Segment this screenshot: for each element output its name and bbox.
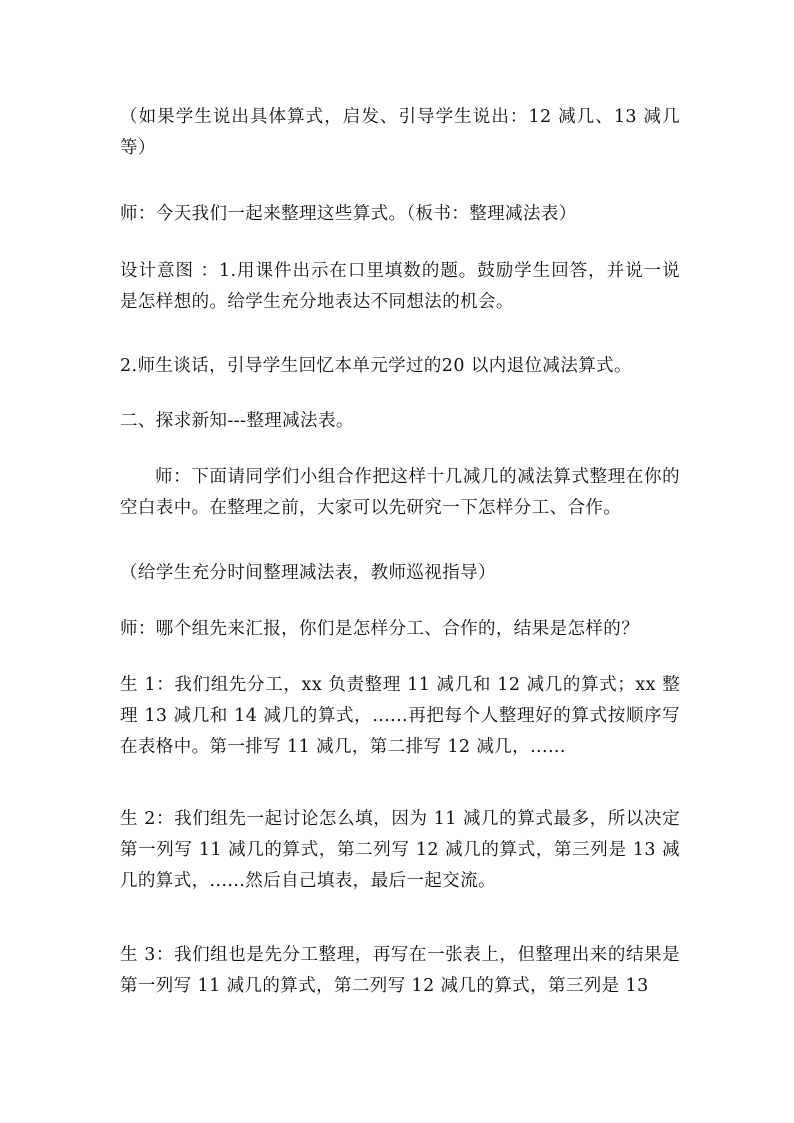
paragraph-student-2: 生 2：我们组先一起讨论怎么填，因为 11 减几的算式最多，所以决定第一列写 11 减几的算式，第二列写 12 减几的算式，第三列是 13 减几的算式，......然后自己填表，最后一起交流。	[120, 809, 680, 891]
paragraph-class-note: （给学生充分时间整理减法表，教师巡视指导）	[120, 563, 496, 583]
paragraph-design-intent-2: 2.师生谈话，引导学生回忆本单元学过的20 以内退位减法算式。	[120, 356, 632, 376]
section-heading: 二、探求新知---整理减法表。	[120, 411, 354, 431]
paragraph-teacher-intro: 师：今天我们一起来整理这些算式。（板书：整理减法表）	[120, 204, 577, 224]
paragraph-teacher-task: 师：下面请同学们小组合作把这样十几减几的减法算式整理在你的空白表中。在整理之前，大家可以先研究一下怎样分工、合作。	[120, 467, 680, 518]
paragraph-student-1: 生 1：我们组先分工，xx 负责整理 11 减几和 12 减几的算式；xx 整理 13 减几和 14 减几的算式，......再把每个人整理好的算式按顺序写在表格中。第一排写 11 减几，第二排写 12 减几，......	[120, 675, 680, 757]
paragraph-teacher-question: 师：哪个组先来汇报，你们是怎样分工、合作的，结果是怎样的？	[120, 619, 640, 639]
paragraph-design-intent: 设计意图 ：1.用课件出示在口里填数的题。鼓励学生回答，并说一说是怎样想的。给学生充分地表达不同想法的机会。	[120, 261, 680, 312]
paragraph-student-3: 生 3：我们组也是先分工整理，再写在一张表上，但整理出来的结果是 第一列写 11 减几的算式，第二列写 12 减几的算式，第三列是 13	[120, 945, 680, 996]
paragraph-hint-note: （如果学生说出具体算式，启发、引导学生说出：12 减几、13 减几等）	[120, 107, 680, 158]
